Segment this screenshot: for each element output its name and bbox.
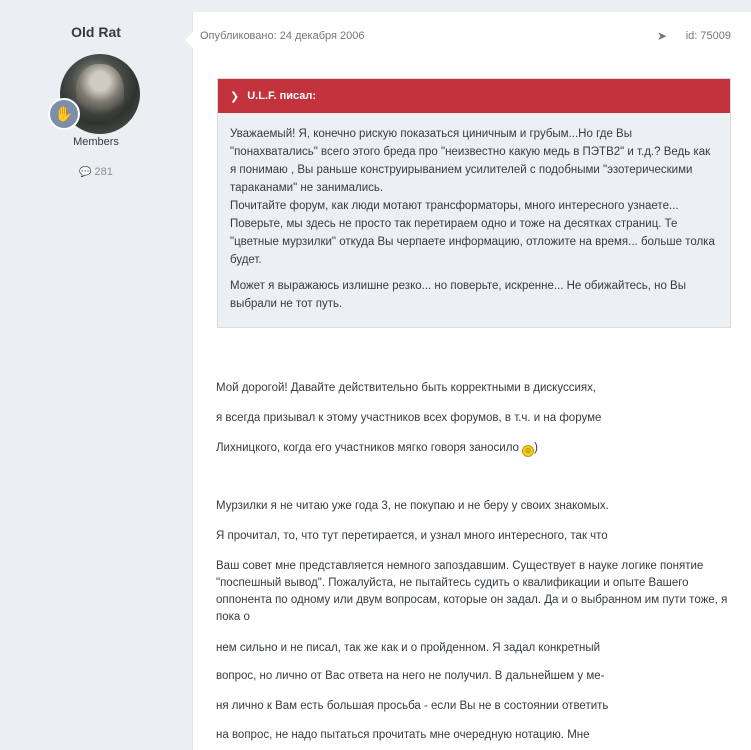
author-group: Members (73, 136, 119, 148)
author-name[interactable]: Old Rat (71, 24, 121, 40)
post-container (192, 12, 751, 750)
author-post-count (0, 166, 192, 178)
content-line-text: Лихницкого, когда его участников мягко говоря заносило (216, 442, 519, 454)
share-icon[interactable]: ➤ (656, 29, 667, 43)
quote-header[interactable] (218, 79, 730, 113)
post-id[interactable]: id: 75009 (685, 30, 731, 42)
content-line: Мурзилки я не читаю уже года 3, не покупаю и не беру у своих знакомых. (216, 500, 609, 512)
content-line: я всегда призывал к этому участников всех форумов, в т.ч. и на форуме (216, 412, 602, 424)
content-line: на вопрос, не надо пытаться прочитать мне очередную нотацию. Мне (216, 729, 590, 741)
smiley-icon: ☺ (524, 446, 533, 455)
content-line: Мой дорогой! Давайте действительно быть корректными в дискуссиях, (216, 382, 597, 394)
post-date[interactable]: Опубликовано: 24 декабря 2006 (200, 30, 365, 42)
content-line: ня лично к Вам есть большая просьба - если Вы не в состоянии ответить (216, 700, 609, 712)
quote-block (217, 78, 731, 328)
quote-paragraph: Уважаемый! Я, конечно рискую показаться циничным и грубым...Но где Вы "понахватались" всего этого бреда про "неизвестно какую медь в ПЭТВ2" и т.д.? Ведь как я понимаю , Вы раньше конструирыванием усилителей с подобными "эзотерическими тараканами" не занимались. Почитайте форум, как люди мотают трансформаторы, много интересного узнаете... Поверьте, мы здесь не просто так перетираем одно и тоже на десятках страниц. Те "цветные мурзилки" откуда Вы черпаете информацию, отложите на время... больше толка будет. (230, 128, 715, 266)
content-line-suffix: ) (534, 442, 538, 454)
content-line: нем сильно и не писал, так же как и о пройденном. Я задал конкретный (216, 642, 601, 654)
content-line: Ваш совет мне представляется немного запоздавшим. Существует в науке логике понятие "поспешный вывод". Пожалуйста, не пытайтесь судить о квалификации и опыте Вашего оппонента по одному или двум вопросам, которые он задал. Да и о выбранном им пути тоже, я пока о (216, 560, 728, 623)
content-line: вопрос, но лично от Вас ответа на него не получил. В дальнейшем у ме- (216, 670, 605, 682)
hand-icon: ✋ (48, 98, 80, 130)
author-panel (0, 0, 192, 750)
chevron-down-icon[interactable]: ❯ (230, 90, 240, 103)
quote-paragraph: Может я выражаюсь излишне резко... но поверьте, искренне... Не обижайтесь, но Вы выбрали не тот путь. (230, 280, 686, 310)
content-line: Я прочитал, то, что тут перетирается, и узнал много интересного, так что (216, 530, 608, 542)
quote-body (218, 113, 730, 327)
post-count-value: 281 (94, 166, 113, 178)
content-line (216, 440, 736, 457)
quote-author: U.L.F. писал: (247, 90, 317, 102)
comment-icon: 💬 (79, 167, 92, 178)
